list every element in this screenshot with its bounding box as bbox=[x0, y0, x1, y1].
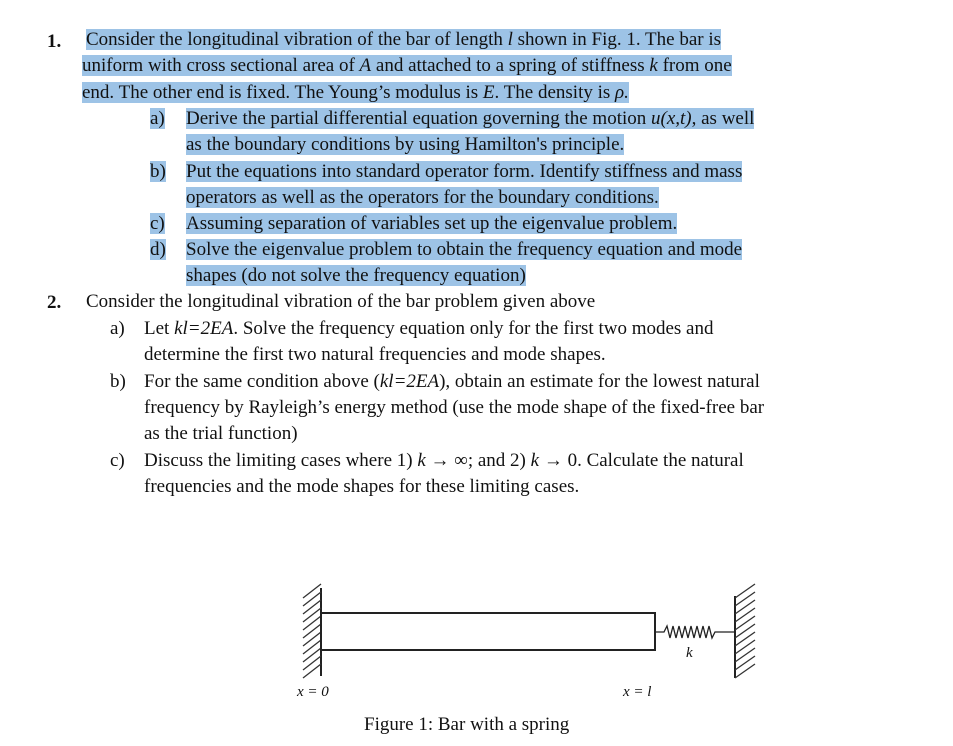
q1-item-b-letter: b) bbox=[150, 161, 166, 182]
x-zero-label: x = 0 bbox=[297, 684, 329, 700]
q2-item-b-line-1: For the same condition above (kl=2EA), obtain an estimate for the lowest natural bbox=[144, 371, 760, 392]
q1-item-d-line-2: shapes (do not solve the frequency equation) bbox=[186, 265, 526, 286]
q1-item-c-line-1: Assuming separation of variables set up the eigenvalue problem. bbox=[186, 213, 678, 234]
q2-item-b-letter: b) bbox=[110, 371, 126, 392]
q1-line-3: end. The other end is fixed. The Young’s modulus is E. The density is ρ. bbox=[82, 82, 629, 103]
q2-item-a-line-2: determine the first two natural frequencies and mode shapes. bbox=[144, 344, 606, 365]
q1-line-1: Consider the longitudinal vibration of the bar of length l shown in Fig. 1. The bar is bbox=[86, 29, 722, 50]
left-fixed-wall bbox=[303, 584, 321, 678]
spring bbox=[655, 626, 735, 638]
q1-item-d-letter: d) bbox=[150, 239, 166, 260]
uniform-bar bbox=[321, 613, 655, 650]
q1-item-a-line-1: Derive the partial differential equation governing the motion u(x,t), as well bbox=[186, 108, 755, 129]
spring-k-label: k bbox=[686, 645, 693, 661]
q2-item-c-line-2: frequencies and the mode shapes for these limiting cases. bbox=[144, 476, 580, 497]
q1-item-b-line-2: operators as well as the operators for the boundary conditions. bbox=[186, 187, 659, 208]
x-l-label: x = l bbox=[623, 684, 652, 700]
question-1-number: 1. bbox=[47, 31, 62, 52]
q1-line-2: uniform with cross sectional area of A and attached to a spring of stiffness k from one bbox=[82, 55, 732, 76]
q2-line-1: Consider the longitudinal vibration of the bar problem given above bbox=[86, 291, 596, 312]
figure-caption: Figure 1: Bar with a spring bbox=[364, 714, 570, 735]
q2-item-b-line-3: as the trial function) bbox=[144, 423, 298, 444]
q2-item-a-line-1: Let kl=2EA. Solve the frequency equation only for the first two modes and bbox=[144, 318, 714, 339]
question-2-number: 2. bbox=[47, 292, 62, 313]
q2-item-c-line-1: Discuss the limiting cases where 1) k → ∞; and 2) k → 0. Calculate the natural bbox=[144, 450, 744, 471]
q1-item-a-line-2: as the boundary conditions by using Hamilton's principle. bbox=[186, 134, 625, 155]
q1-item-a-letter: a) bbox=[150, 108, 165, 129]
q1-item-d-line-1: Solve the eigenvalue problem to obtain the frequency equation and mode bbox=[186, 239, 743, 260]
right-fixed-wall bbox=[735, 584, 755, 678]
q2-item-c-letter: c) bbox=[110, 450, 125, 471]
q1-item-c-letter: c) bbox=[150, 213, 165, 234]
q2-item-b-line-2: frequency by Rayleigh’s energy method (use the mode shape of the fixed-free bar bbox=[144, 397, 765, 418]
q1-item-b-line-1: Put the equations into standard operator form. Identify stiffness and mass bbox=[186, 161, 743, 182]
q2-item-a-letter: a) bbox=[110, 318, 125, 339]
